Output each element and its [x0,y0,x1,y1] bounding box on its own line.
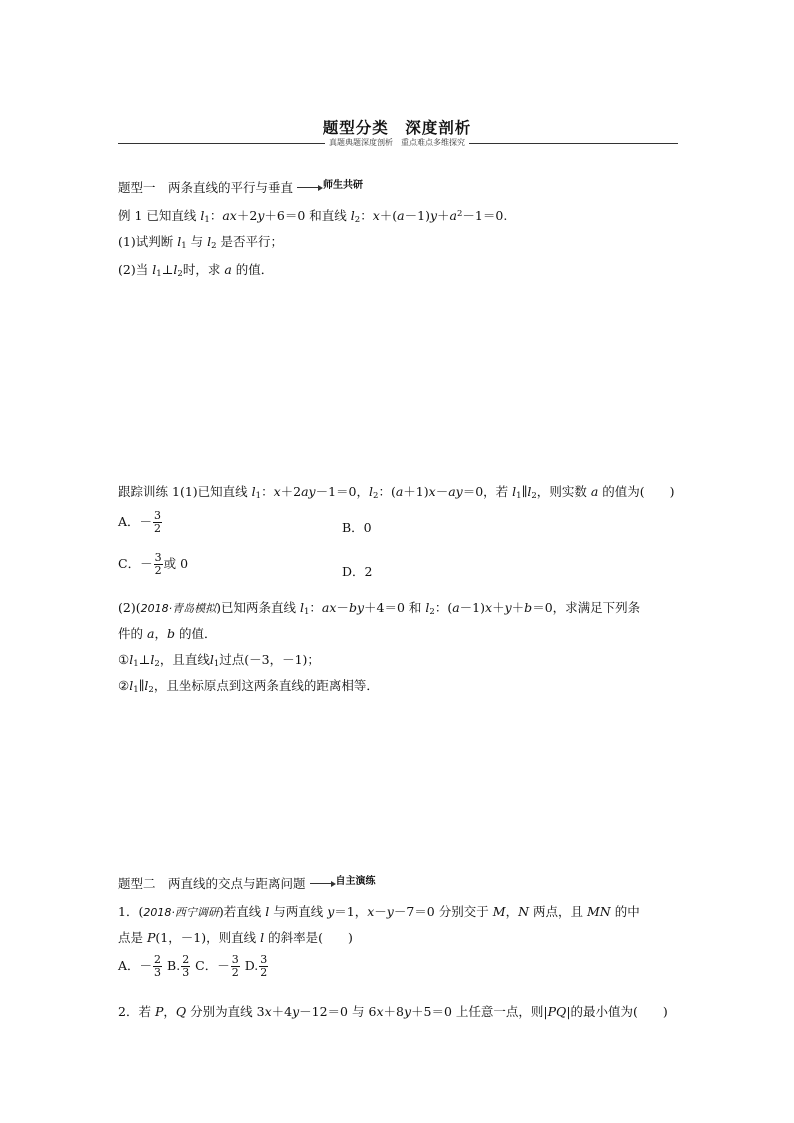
section-1-tag: 师生共研 [323,180,364,191]
problem-2-question: 2．若 P，Q 分别为直线 3x＋4y－12＝0 与 6x＋8y＋5＝0 上任意一点，则|PQ|的最小值为( ) [118,1004,668,1019]
fraction: $\frac{2}{3}$ [154,953,162,979]
example-1-part-2: (2)当 $l_1\perp l_2$时，求 a 的值． [118,262,274,279]
example-1-part-1: (1)试判断 $l_1$ 与 $l_2$ 是否平行； [118,234,284,251]
fraction: $\frac{3}{2}$ [154,509,162,535]
practice-1-option-d: D．2 [342,564,373,579]
fraction: $\frac{2}{3}$ [182,953,190,979]
practice-1-option-b: B．0 [342,520,372,535]
practice-1-condition-2: $②l_1\parallel l_2$，且坐标原点到这两条直线的距离相等． [118,678,379,695]
problem-1-question: 1．(2018·西宁调研)若直线 l 与两直线 y＝1，x－y－7＝0 分别交于 M，N 两点，且 MN 的中 [118,904,640,919]
practice-1-question-1: 跟踪训练 1(1)已知直线 $l_1$：x＋2ay－1＝0，$l_2$：(a＋1)x－ay＝0，若 $l_1\parallel l_2$，则实数 a 的值为( ) [118,484,675,501]
arrow-icon [297,187,321,188]
fraction: $\frac{3}{2}$ [260,953,268,979]
section-2-tag: 自主演练 [335,876,376,887]
problem-1-question-cont: 点是 P(1，－1)，则直线 l 的斜率是( ) [118,930,353,945]
practice-1-option-a: A．－ $\frac{3}{2}$ [118,509,162,535]
fraction: $\frac{3}{2}$ [231,953,239,979]
practice-1-option-c: C．－ $\frac{3}{2}$ 或 0 [118,551,189,577]
practice-1-condition-1: $①l_1\perp l_2$，且直线$l_1$过点(－3，－1)； [118,652,320,669]
fraction: $\frac{3}{2}$ [154,551,162,577]
page-subtitle: 真题典题深度剖析 重点难点多维探究 [0,137,794,148]
page-title: 题型分类 深度剖析 [322,119,472,137]
arrow-icon [310,883,334,884]
section-1-heading: 题型一 两条直线的平行与垂直 $^{师生共研}$ [118,180,364,195]
example-1-question: 例 1 已知直线 $l_1$：ax＋2y＋6＝0 和直线 $l_2$：$x+(a-1)y+a^2-1=0$. [118,208,508,225]
practice-1-question-2-cont: 件的 a，b 的值． [118,626,217,641]
practice-1-question-2: (2)(2018·青岛模拟)已知两条直线 $l_1$：ax－by＋4＝0 和 $l_2$：(a－1)x＋y＋b＝0，求满足下列条 [118,600,641,617]
section-2-heading: 题型二 两直线的交点与距离问题 $^{自主演练}$ [118,876,376,891]
problem-1-options: A．－ $\frac{2}{3}$ B. $\frac{2}{3}$ C．－ $\frac{3}{2}$ D. $\frac{3}{2}$ [118,953,268,979]
